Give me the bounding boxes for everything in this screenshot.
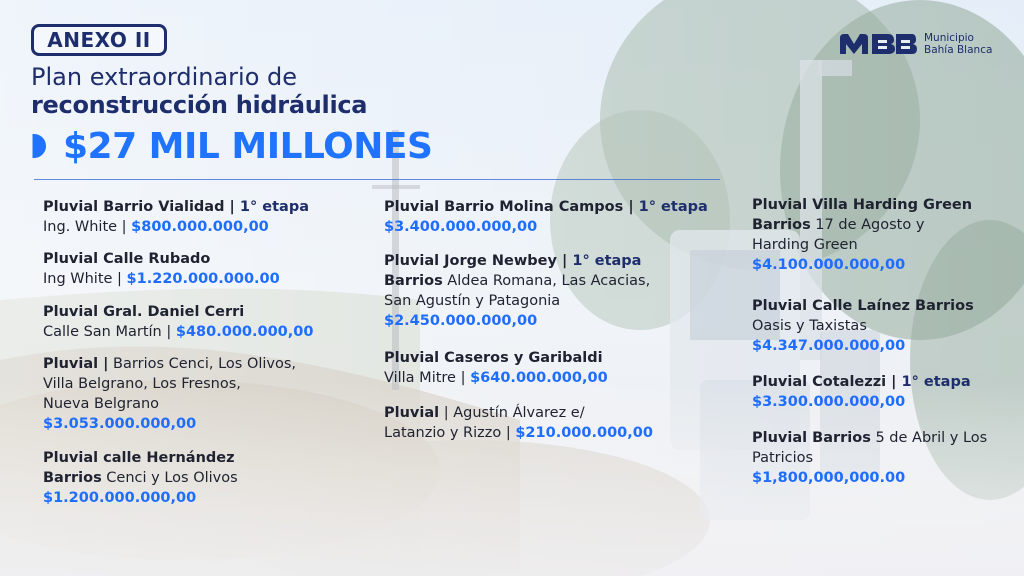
list-item: Pluvial Cotalezzi | 1° etapa $3.300.000.000,00 [752, 374, 971, 410]
list-item: Pluvial Barrio Molina Campos | 1° etapa $3.400.000.000,00 [384, 199, 708, 235]
list-item: Pluvial Barrio Vialidad | 1° etapa Ing. White | $800.000.000,00 [43, 199, 309, 235]
municipio-logo [838, 30, 992, 58]
list-item: Pluvial Calle Rubado Ing White | $1.220.000.000.00 [43, 251, 280, 287]
logo-line2: Bahía Blanca [924, 44, 993, 56]
list-item: Pluvial Gral. Daniel Cerri Calle San Martín | $480.000.000,00 [43, 304, 314, 340]
annex-badge [31, 24, 167, 56]
list-item: Pluvial Caseros y Garibaldi Villa Mitre | $640.000.000,00 [384, 350, 608, 386]
page-title-line2: reconstrucción hidráulica [31, 91, 368, 119]
total-amount: $27 MIL MILLONES [63, 126, 433, 167]
annex-label: ANEXO II [47, 28, 151, 52]
half-circle-icon [32, 132, 48, 160]
list-item: Pluvial Calle Laínez Barrios Oasis y Taxistas $4.347.000.000,00 [752, 298, 974, 354]
logo-line1: Municipio [924, 32, 974, 44]
list-item: Pluvial Jorge Newbey | 1° etapa Barrios Aldea Romana, Las Acacias, San Agustín y Patagonia $2.450.000.000,00 [384, 253, 651, 329]
divider [34, 179, 720, 180]
list-item: Pluvial | Barrios Cenci, Los Olivos, Villa Belgrano, Los Fresnos, Nueva Belgrano $3.053.000.000,00 [43, 356, 297, 432]
page-title-line1: Plan extraordinario de [31, 63, 298, 91]
list-item: Pluvial Villa Harding Green Barrios 17 de Agosto y Harding Green $4.100.000.000,00 [752, 197, 973, 273]
municipio-logo-mark [838, 32, 918, 56]
list-item: Pluvial calle Hernández Barrios Cenci y Los Olivos $1.200.000.000,00 [43, 450, 238, 506]
list-item: Pluvial | Agustín Álvarez e/ Latanzio y Rizzo | $210.000.000,00 [384, 405, 653, 441]
list-item: Pluvial Barrios 5 de Abril y Los Patricios $1,800,000,000.00 [752, 430, 988, 486]
